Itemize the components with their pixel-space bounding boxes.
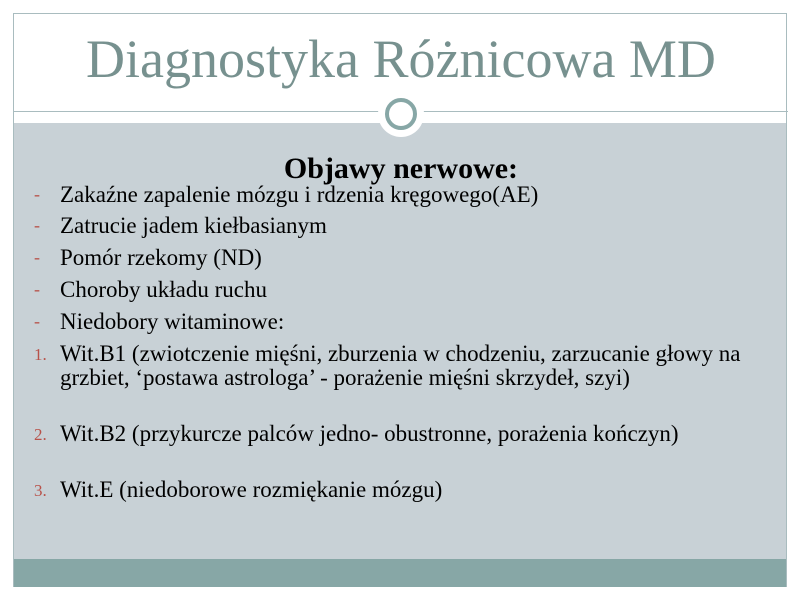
slide	[13, 13, 787, 587]
list-item-text: Choroby układu ruchu	[60, 277, 267, 302]
number-marker: 1.	[34, 345, 47, 364]
numbered-item-vitamin-e	[34, 478, 442, 502]
numbered-item-vitamin-b1	[34, 342, 760, 390]
list-item-text: Wit.E (niedoborowe rozmiękanie mózgu)	[60, 477, 443, 502]
number-marker: 2.	[34, 425, 47, 444]
dash-marker: -	[34, 311, 40, 331]
number-marker: 3.	[34, 481, 47, 500]
list-item-text: Zatrucie jadem kiełbasianym	[60, 213, 327, 238]
dash-marker: -	[34, 184, 40, 204]
numbered-item-vitamin-b2	[34, 422, 760, 446]
list-item-text: Wit.B1 (zwiotczenie mięśni, zburzenia w chodzeniu, zarzucanie głowy na grzbiet, ‘postawa astrologa’ - porażenie mięśni skrzydeł, szyi)	[60, 341, 741, 390]
list-item-vitamin-deficiencies	[34, 310, 284, 334]
dash-marker: -	[34, 215, 40, 235]
list-item-text: Wit.B2 (przykurcze palców jedno- obustronne, porażenia kończyn)	[60, 421, 679, 446]
footer-band	[14, 559, 786, 587]
list-item-infectious-encephalomyelitis	[34, 183, 538, 207]
list-item-text: Niedobory witaminowe:	[60, 309, 285, 334]
list-item-text: Zakaźne zapalenie mózgu i rdzenia kręgowego(AE)	[60, 182, 539, 207]
slide-title: Diagnostyka Różnicowa MD	[86, 29, 716, 89]
dash-marker: -	[34, 279, 40, 299]
circle-ornament-icon	[378, 91, 424, 137]
list-item-text: Pomór rzekomy (ND)	[60, 245, 262, 270]
list-item-newcastle-disease	[34, 246, 262, 270]
dash-marker: -	[34, 247, 40, 267]
slide-subtitle: Objawy nerwowe:	[283, 152, 519, 185]
list-item-movement-disorders	[34, 278, 267, 302]
list-item-botulism	[34, 214, 327, 238]
